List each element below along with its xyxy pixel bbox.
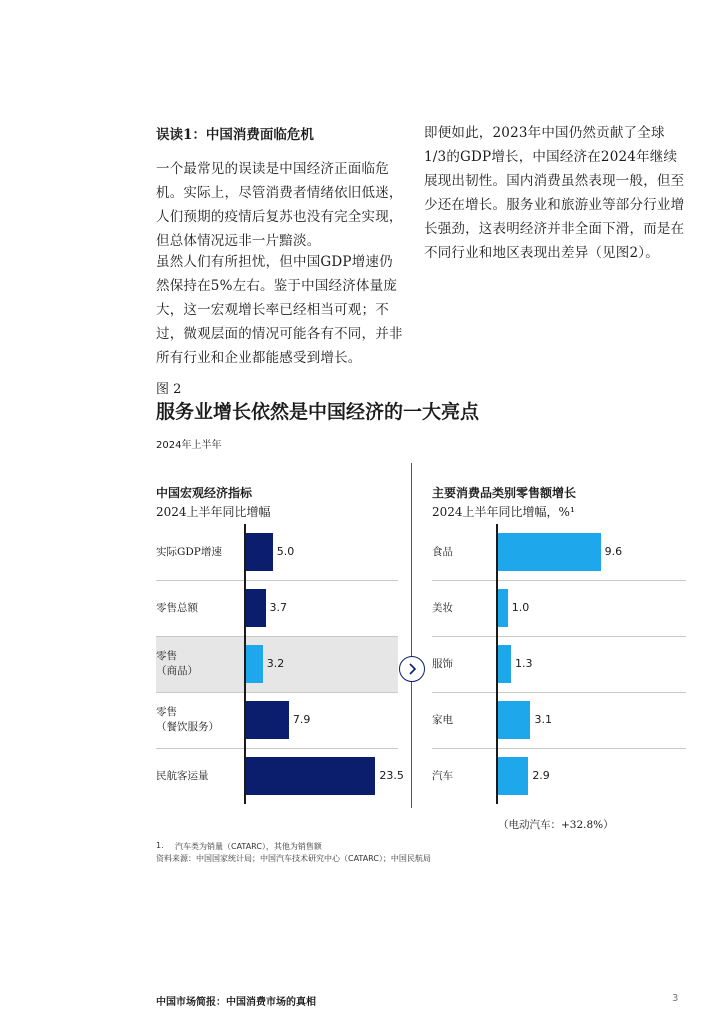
bar [245, 589, 266, 627]
value-label: 1.0 [511, 601, 530, 614]
bar [497, 589, 508, 627]
value-label: 2.9 [532, 769, 550, 782]
chart-axis [244, 524, 246, 804]
row-separator [432, 580, 686, 581]
left-paragraph-2: 虽然人们有所担忧，但中国GDP增速仍然保持在5%左右。鉴于中国经济体量庞大，这一宏观增长率已经相当可观；不过，微观层面的情况可能各有不同，并非所有行业和企业都能感受到增长。 [156, 254, 403, 366]
right-bar-chart [432, 524, 694, 810]
left-chart-subtitle: 2024上半年同比增幅 [156, 505, 271, 519]
category-label: 零售 （商品） [156, 650, 198, 677]
bar [245, 701, 289, 739]
chart-axis [496, 524, 498, 804]
bar [497, 757, 528, 795]
category-label: 汽车 [432, 769, 453, 782]
source-note: 资料来源：中国国家统计局；中国汽车技术研究中心（CATARC）；中国民航局 [156, 854, 431, 863]
left-paragraph-1: 一个最常见的误读是中国经济正面临危机。实际上，尽管消费者情绪依旧低迷，人们预期的疫情后复苏也没有完全实现，但总体情况远非一片黯淡。 [156, 161, 403, 249]
row-separator [156, 692, 398, 693]
row-separator [156, 748, 398, 749]
value-label: 23.5 [379, 769, 404, 782]
row-separator [156, 580, 398, 581]
category-label: 实际GDP增速 [156, 545, 222, 558]
value-label: 3.2 [266, 657, 285, 670]
ev-annotation: （电动汽车：+32.8%） [498, 819, 614, 831]
right-chart-subtitle: 2024上半年同比增幅，%¹ [432, 505, 575, 519]
footer-title: 中国市场简报：中国消费市场的真相 [156, 997, 316, 1008]
page-number: 3 [672, 993, 679, 1004]
left-chart-title: 中国宏观经济指标 [156, 486, 253, 500]
chevron-right-icon [400, 657, 424, 681]
value-label: 9.6 [604, 545, 623, 558]
row-separator [432, 636, 686, 637]
next-chart-button[interactable] [399, 656, 425, 682]
category-label: 零售总额 [156, 601, 198, 614]
value-label: 1.3 [515, 657, 533, 670]
bar [245, 757, 375, 795]
row-separator [432, 692, 686, 693]
category-label: 美妆 [432, 601, 453, 614]
row-separator [432, 748, 686, 749]
category-label: 家电 [432, 713, 453, 726]
value-label: 3.7 [269, 601, 288, 614]
chart-divider [411, 463, 412, 808]
bar [497, 645, 511, 683]
figure-period: 2024年上半年 [156, 440, 222, 451]
right-chart-title: 主要消费品类别零售额增长 [432, 486, 577, 500]
section-heading: 误读1：中国消费面临危机 [156, 127, 314, 143]
bar [245, 645, 263, 683]
right-paragraph-1: 即便如此，2023年中国仍然贡献了全球1/3的GDP增长，中国经济在2024年继续展现出韧性。国内消费虽然表现一般，但至少还在增长。服务业和旅游业等部分行业增长强劲，这表明经济并非全面下滑，而是在不同行业和地区表现出差异（见图2）。 [424, 125, 685, 261]
bar [245, 533, 273, 571]
left-bar-chart [156, 524, 404, 810]
bar [497, 701, 530, 739]
footnote-number: 1. [156, 841, 164, 850]
bar [497, 533, 601, 571]
category-label: 零售 （餐饮服务） [156, 706, 219, 733]
value-label: 3.1 [534, 713, 552, 726]
figure-label: 图 2 [156, 382, 182, 397]
value-label: 5.0 [276, 545, 295, 558]
category-label: 民航客运量 [156, 769, 209, 782]
figure-title: 服务业增长依然是中国经济的一大亮点 [156, 401, 480, 423]
value-label: 7.9 [292, 713, 311, 726]
footnote-1: 汽车类为销量（CATARC），其他为销售额 [175, 842, 322, 851]
category-label: 服饰 [432, 657, 453, 670]
category-label: 食品 [432, 545, 453, 558]
